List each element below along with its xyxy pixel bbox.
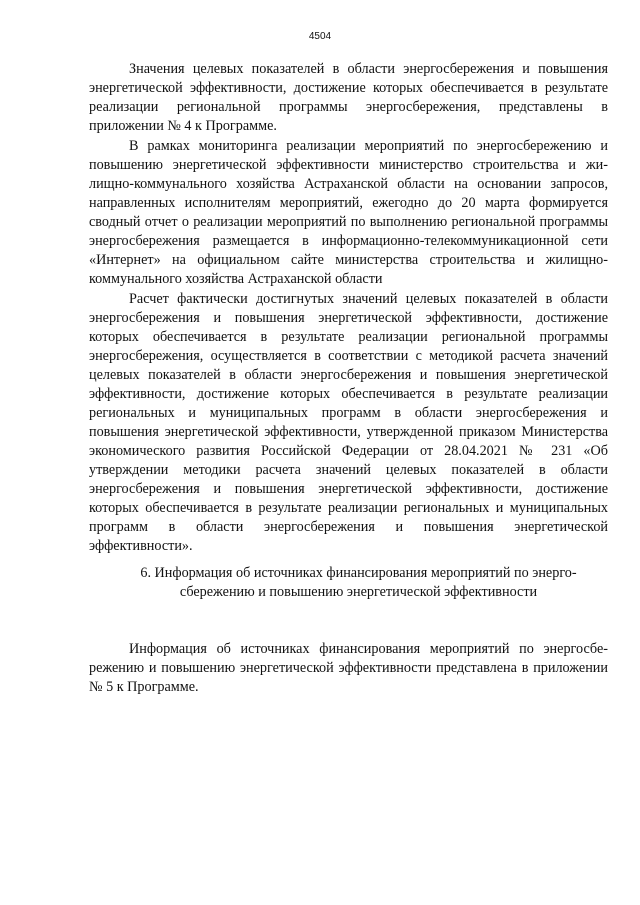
- paragraph-monitoring: В рамках мониторинга реализации мероприятий по энергосбережению и повышению энергетической эффективности министерство строительства и жилищно-коммунального хозяйства Астраханской области на основании запросов, направленных исполнителям мероприятий, ежегодно до 20 марта формируется сводный отчет о реализации мероприятий по выполнению региональной программы энергосбережения размещается в информационно-телекоммуникационной сети «Интернет» на официальном сайте министерства строительства и жилищно-коммунального хозяйства Астраханской области: [89, 138, 608, 287]
- document-body: [89, 60, 608, 698]
- page-number: 4504: [308, 31, 332, 42]
- paragraph-target-values: Значения целевых показателей в области энергосбережения и повышения энергетической эффективности, достижение которых обеспечивается в результате реализации региональной программы энергосбережения, представлены в приложении № 4 к Программе.: [89, 61, 608, 134]
- spacer: [89, 602, 608, 640]
- section-heading: 6. Информация об источниках финансирования мероприятий по энергосбережению и повышению энергетической эффективности: [140, 565, 577, 600]
- paragraph-calculation: Расчет фактически достигнутых значений целевых показателей в области энергосбережения и повышения энергетической эффективности, достижение которых обеспечивается в результате реализации региональной программы энергосбережения, осуществляется в соответствии с методикой расчета значений целевых показателей в области энергосбережения и повышения энергетической эффективности, достижение которых обеспечивается в результате реализации региональных и муниципальных программ в области энергосбережения и повышения энергетической эффективности, утвержденной приказом Министерства экономического развития Российской Федерации от 28.04.2021 № 231 «Об утверждении методики расчета значений целевых показателей в области энергосбережения и повышения энергетической эффективности, достижение которых обеспечивается в результате реализации региональных и муниципальных программ в области энергосбережения и повышения энергетической эффективности».: [89, 291, 608, 554]
- paragraph-financing: Информация об источниках финансирования мероприятий по энергосбережению и повышению энергетической эффективности представлена в приложении № 5 к Программе.: [89, 641, 608, 695]
